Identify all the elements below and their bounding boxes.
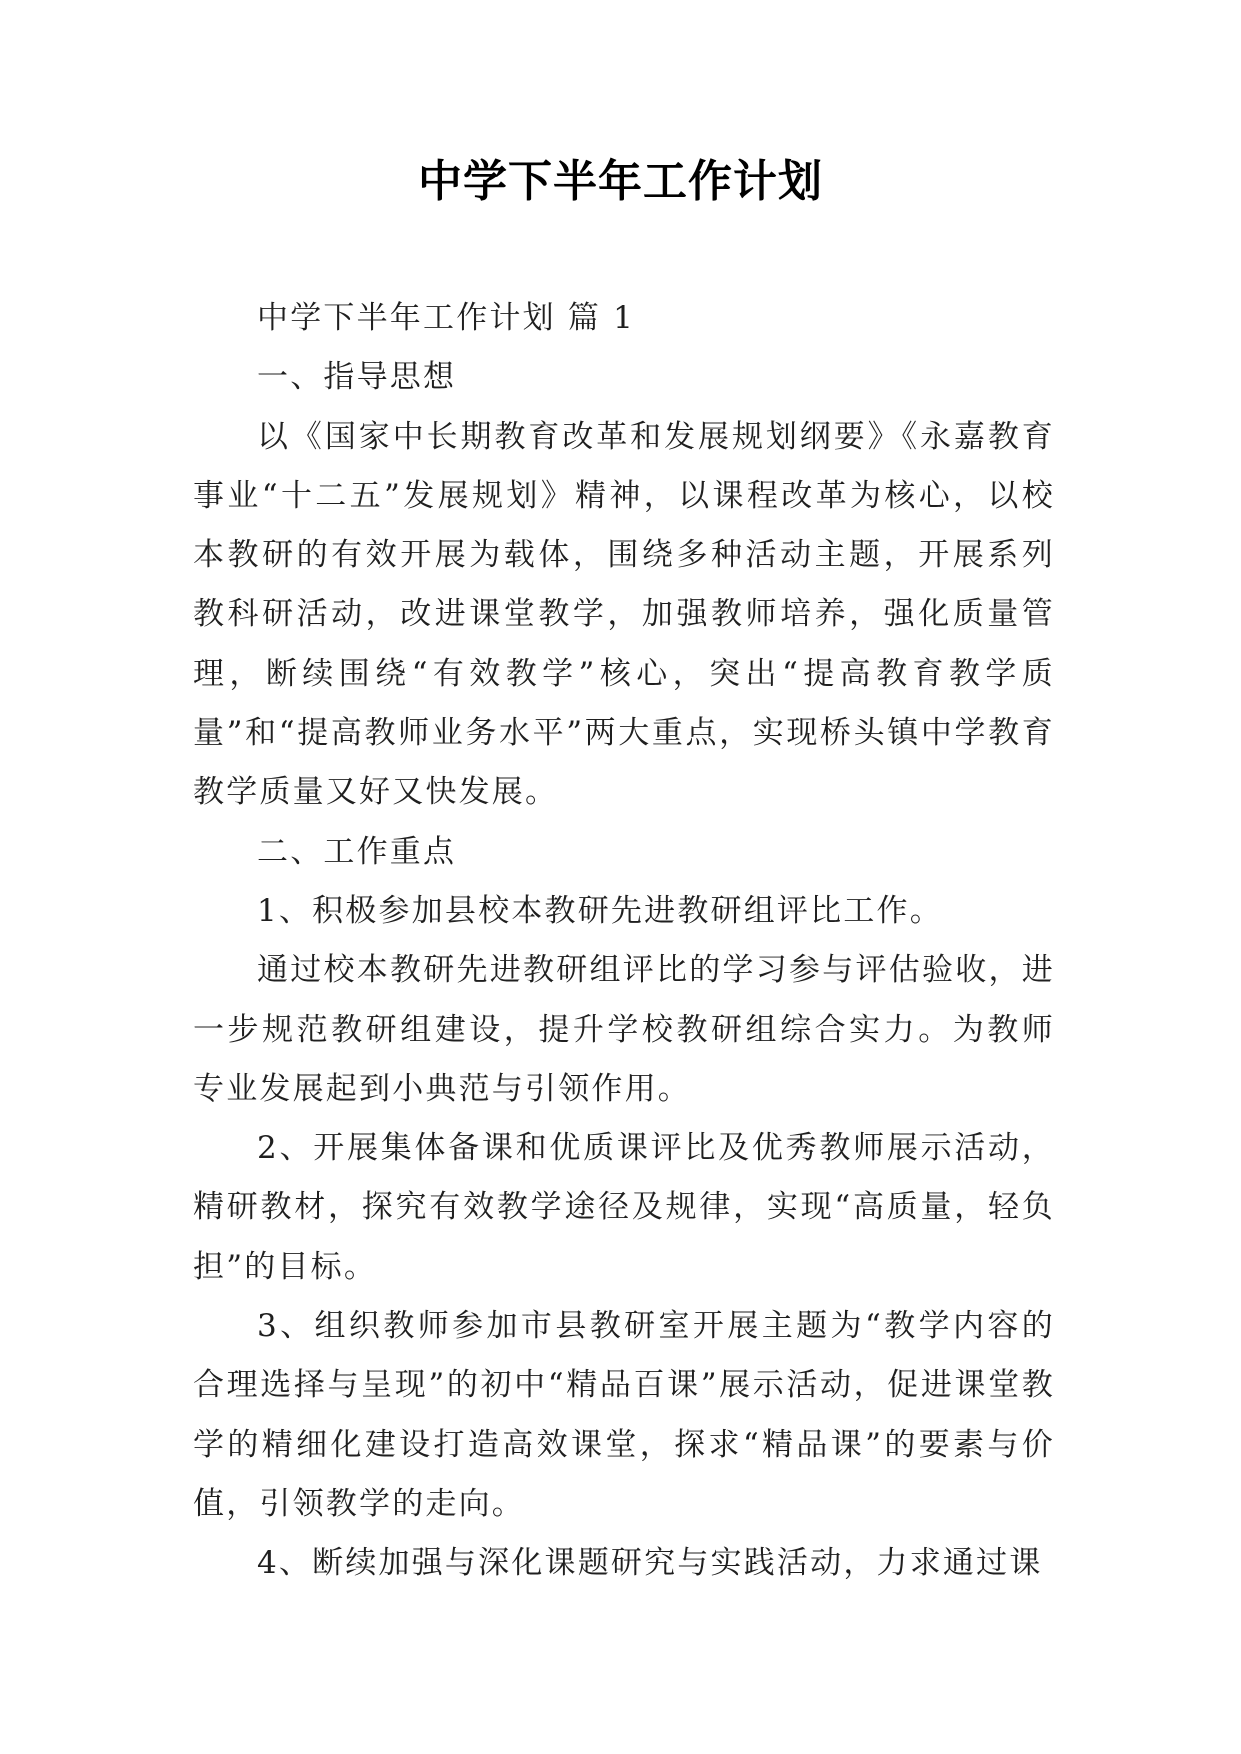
paragraph: 以《国家中长期教育改革和发展规划纲要》《永嘉教育事业“十二五”发展规划》精神，以课程改革为核心，以校本教研的有效开展为载体，围绕多种活动主题，开展系列教科研活动，改进课堂教学，加强教师培养，强化质量管理，断续围绕“有效教学”核心，突出“提高教育教学质量”和“提高教师业务水平”两大重点，实现桥头镇中学教育教学质量又好又快发展。	[193, 418, 1055, 811]
list-item: 3、组织教师参加市县教研室开展主题为“教学内容的合理选择与呈现”的初中“精品百课”展示活动，促进课堂教学的精细化建设打造高效课堂，探求“精品课”的要素与价值，引领教学的走向。	[193, 1308, 1055, 1522]
section-heading: 中学下半年工作计划 篇 1	[257, 300, 636, 336]
paragraph: 通过校本教研先进教研组评比的学习参与评估验收，进一步规范教研组建设，提升学校教研组综合实力。为教师专业发展起到小典范与引领作用。	[193, 952, 1055, 1107]
subheading-guiding-thought: 一、指导思想	[257, 359, 457, 396]
subheading-work-focus: 二、工作重点	[257, 833, 457, 870]
list-item: 2、开展集体备课和优质课评比及优秀教师展示活动，精研教材，探究有效教学途径及规律，实现“高质量，轻负担”的目标。	[193, 1130, 1055, 1285]
list-item: 1、积极参加县校本教研先进教研组评比工作。	[257, 892, 943, 929]
document-title: 中学下半年工作计划	[418, 156, 823, 207]
document-body	[193, 289, 1055, 1594]
list-item: 4、断续加强与深化课题研究与实践活动，力求通过课	[257, 1545, 1043, 1582]
